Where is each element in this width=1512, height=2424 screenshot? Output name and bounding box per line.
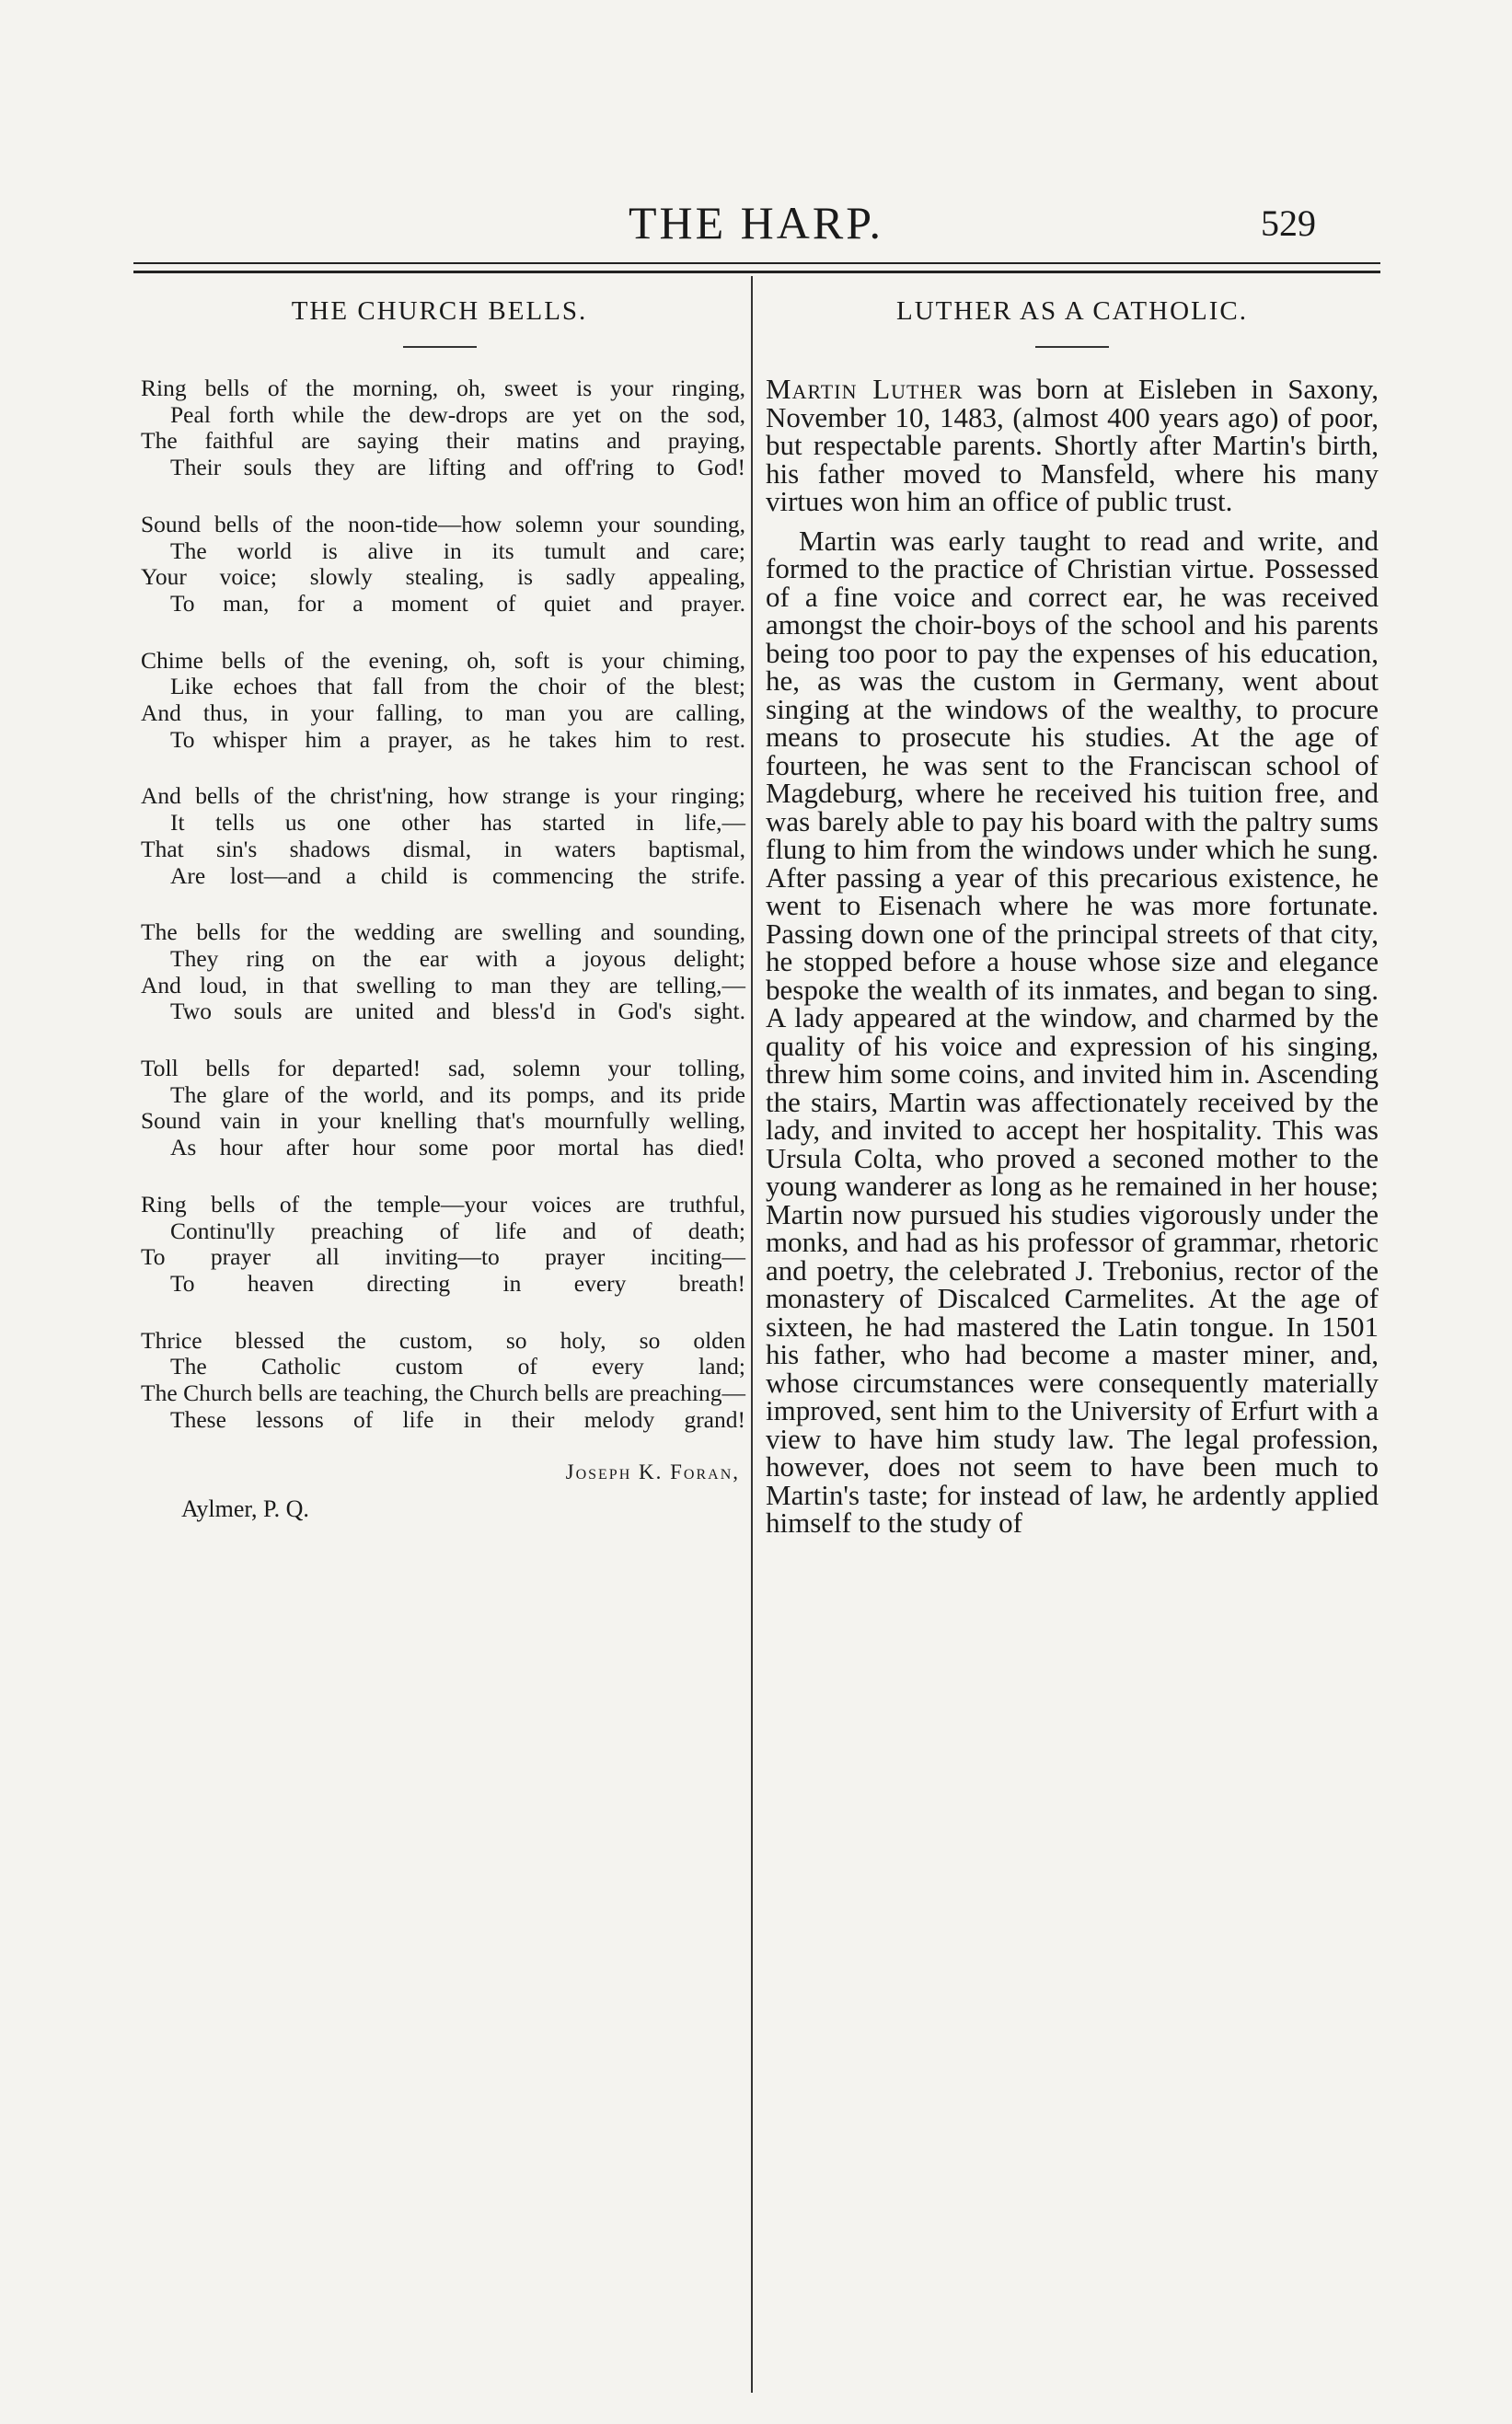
poem-title: THE CHURCH BELLS. bbox=[291, 296, 588, 326]
poem-line: To man, for a moment of quiet and prayer. bbox=[170, 589, 745, 617]
poem-line: And bells of the christ'ning, how strange is your ringing; bbox=[141, 782, 745, 810]
column-divider bbox=[751, 276, 753, 2393]
poem-line: Sound bells of the noon-tide—how solemn your sounding, bbox=[141, 510, 745, 537]
poem-line: The world is alive in its tumult and care; bbox=[170, 537, 745, 564]
poem-stanza bbox=[133, 919, 745, 1025]
poem-line: Continu'lly preaching of life and of death; bbox=[170, 1217, 745, 1244]
poem-line: Thrice blessed the custom, so holy, so olden bbox=[141, 1326, 745, 1354]
poem-stanza bbox=[133, 1192, 745, 1298]
article-paragraph: Martin was early taught to read and write, and formed to the practice of Christian virtue. Possessed of a fine voice and correct ear, he was received amongst the choir-boys of the school and his parents being too poor to pay the expenses of his education, he, as was the custom in Germany, went about singing at the windows of the wealthy, to procure means to prosecute his studies. At the age of fourteen, he was sent to the Franciscan school of Magdeburg, where he received his tuition free, and was barely able to pay his board with the paltry sums flung to him from the windows under which he sung. After passing a year of this precarious existence, he went to Eisenach where he was more fortunate. Passing down one of the principal streets of that city, he stopped before a house whose size and elegance bespoke the wealth of its inmates, and began to sing. A lady appeared at the window, and charmed by the quality of his voice and expression of his singing, threw him some coins, and invited him in. Ascending the stairs, Martin was affectionately received by the lady, and invited to accept her hospitality. This was Ursula Colta, who proved a seconed mother to the young wanderer as long as he remained in her house; Martin now pursued his studies vigorously under the monks, and had as his professor of grammar, rhetoric and poetry, the celebrated J. Trebonius, rector of the monastery of Discalced Carmelites. At the age of sixteen, he had mastered the Latin tongue. In 1501 his father, who had become a master miner, and, whose circumstances were consequently materially improved, sent him to the University of Erfurt with a view to have him study law. The legal profession, however, does not seem to have been much to Martin's taste; for instead of law, he ardently applied himself to the study of bbox=[766, 524, 1379, 1539]
poem-stanza bbox=[133, 783, 745, 889]
article-title-rule bbox=[1035, 346, 1109, 348]
poem-line: It tells us one other has started in life,— bbox=[170, 809, 745, 837]
poem-line: The bells for the wedding are swelling and sounding, bbox=[141, 918, 745, 946]
poem-line: And loud, in that swelling to man they are telling,— bbox=[141, 971, 745, 998]
page-number: 529 bbox=[1261, 202, 1316, 244]
poem-line: They ring on the ear with a joyous delight; bbox=[170, 944, 745, 972]
poem-column bbox=[133, 276, 745, 1525]
poem-line: Their souls they are lifting and off'ring to God! bbox=[170, 454, 745, 481]
poem-line: Sound vain in your knelling that's mournfully welling, bbox=[141, 1107, 745, 1135]
article-paragraph-text: was born at Eisleben in Saxony, November 10, 1483, (almost 400 years ago) of poor, but respectable parents. Shortly after Martin's birth, his father moved to Mansfeld, where his many virtues won him an office of public trust. bbox=[766, 373, 1379, 517]
poem-line: That sin's shadows dismal, in waters baptismal, bbox=[141, 835, 745, 862]
poem-line: The glare of the world, and its pomps, and its pride bbox=[170, 1080, 745, 1108]
article-title: LUTHER AS A CATHOLIC. bbox=[896, 296, 1248, 326]
poem-line: The Catholic custom of every land; bbox=[170, 1353, 745, 1380]
poem-line: The Church bells are teaching, the Church bells are preaching— bbox=[141, 1379, 745, 1407]
poem-title-rule bbox=[403, 346, 477, 348]
poem-line: To whisper him a prayer, as he takes him to rest. bbox=[170, 725, 745, 753]
poem-line: To prayer all inviting—to prayer inciting— bbox=[141, 1243, 745, 1271]
article-body bbox=[766, 375, 1379, 1538]
poem-body bbox=[133, 375, 745, 1434]
poem-line: And thus, in your falling, to man you are calling, bbox=[141, 699, 745, 727]
poem-line: Peal forth while the dew-drops are yet on the sod, bbox=[170, 400, 745, 428]
poem-line: Ring bells of the morning, oh, sweet is your ringing, bbox=[141, 375, 745, 401]
poem-line: Are lost—and a child is commencing the strife. bbox=[170, 861, 745, 889]
poem-line: Ring bells of the temple—your voices are truthful, bbox=[141, 1190, 745, 1218]
poem-line: Toll bells for departed! sad, solemn your tolling, bbox=[141, 1055, 745, 1082]
poem-line: As hour after hour some poor mortal has died! bbox=[170, 1134, 745, 1161]
article-lead-name: Martin Luther bbox=[766, 373, 964, 405]
header-rule-thin bbox=[133, 262, 1380, 264]
poem-line: To heaven directing in every breath! bbox=[170, 1269, 745, 1297]
header-rule-thick bbox=[133, 271, 1380, 273]
poem-line: Like echoes that fall from the choir of the blest; bbox=[170, 673, 745, 700]
poem-stanza bbox=[133, 512, 745, 618]
poem-stanza bbox=[133, 648, 745, 754]
poem-stanza bbox=[133, 1328, 745, 1434]
article-column bbox=[766, 276, 1379, 1538]
poem-author: Joseph K. Foran, bbox=[565, 1460, 740, 1483]
poem-line: The faithful are saying their matins and praying, bbox=[141, 427, 745, 455]
poem-place: Aylmer, P. Q. bbox=[181, 1495, 309, 1522]
poem-line: Chime bells of the evening, oh, soft is your chiming, bbox=[141, 646, 745, 674]
poem-stanza bbox=[133, 375, 745, 481]
page-header-title: THE HARP. bbox=[628, 197, 884, 248]
poem-line: These lessons of life in their melody grand! bbox=[170, 1405, 745, 1433]
article-paragraph bbox=[766, 375, 1379, 516]
poem-stanza bbox=[133, 1056, 745, 1161]
poem-line: Your voice; slowly stealing, is sadly appealing, bbox=[141, 563, 745, 591]
poem-line: Two souls are united and bless'd in God's sight. bbox=[170, 998, 745, 1025]
